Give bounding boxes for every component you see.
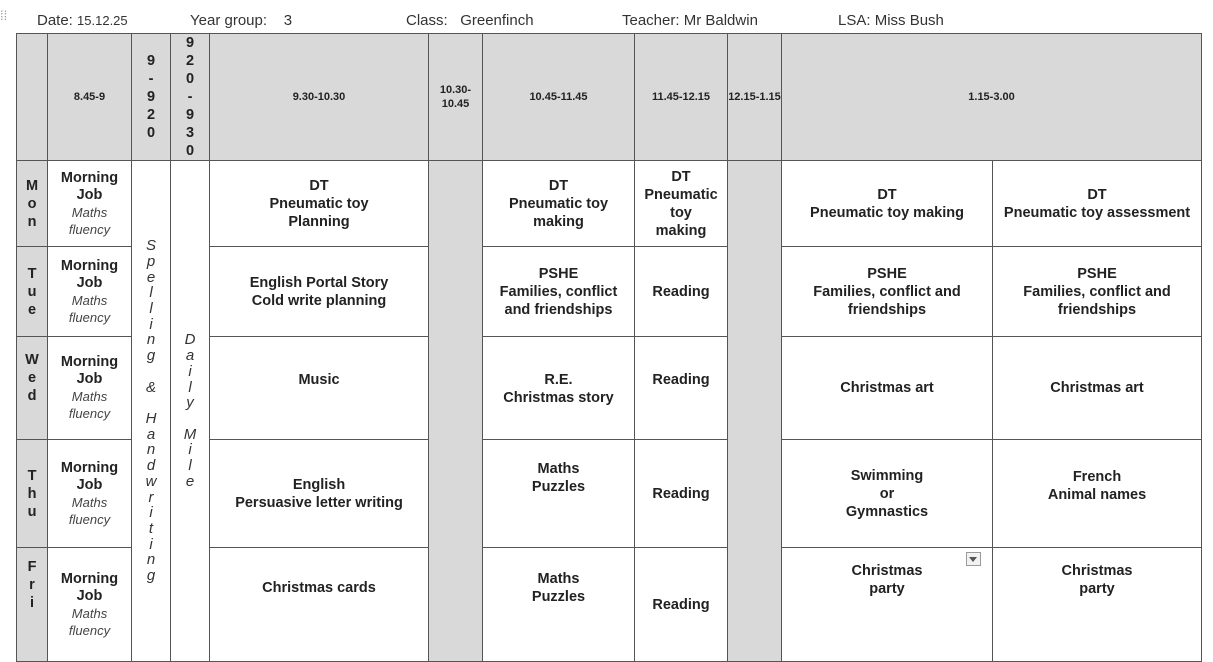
lesson-fri-s4[interactable]: [782, 548, 993, 662]
stacked-char: i: [188, 362, 192, 380]
mj-fluency2: fluency: [68, 221, 111, 237]
date-value[interactable]: 15.12.25: [77, 13, 128, 28]
cell-line: R.E.: [544, 372, 573, 388]
time-1145-1215[interactable]: 11.45-12.15: [635, 34, 728, 161]
stacked-char: 3: [185, 125, 195, 141]
stacked-char: u: [27, 503, 37, 520]
morning-job-monday[interactable]: [48, 161, 132, 247]
stacked-char: 2: [146, 107, 156, 123]
stacked-char: 2: [185, 53, 195, 69]
cell-line: DT: [309, 177, 329, 194]
cell-line: PSHE: [1077, 265, 1117, 282]
cell-line: Pneumatic toy making: [810, 204, 964, 221]
lesson-thu-s5[interactable]: [993, 440, 1202, 548]
lesson-mon-s4[interactable]: [782, 161, 993, 247]
cell-line: Puzzles: [531, 479, 586, 495]
stacked-char: w: [145, 472, 157, 490]
cell-line: Swimming: [850, 467, 924, 484]
mj-fluency2: fluency: [68, 309, 111, 325]
stacked-char: T: [27, 265, 37, 282]
date-label: Date:: [37, 12, 73, 29]
stacked-char: i: [149, 504, 153, 522]
lunch-column[interactable]: [728, 161, 782, 662]
stacked-char: -: [148, 71, 154, 87]
cell-line: Persuasive letter writing: [235, 494, 403, 511]
lesson-thu-s2[interactable]: [483, 440, 635, 548]
lesson-tue-s1[interactable]: [210, 247, 429, 337]
cell-line: making: [533, 213, 584, 230]
cell-line: Pneumatic: [644, 186, 718, 203]
stacked-char: 9: [185, 35, 195, 51]
day-friday-text: [17, 558, 47, 612]
spelling-handwriting-column[interactable]: [132, 161, 171, 662]
cell-line: Pneumatic toy assessment: [1003, 204, 1191, 221]
cell-line: friendships: [1057, 301, 1137, 318]
stacked-char: M: [25, 177, 39, 194]
time-920-930[interactable]: [171, 34, 210, 161]
stacked-char: y: [186, 394, 194, 412]
drag-handle-icon[interactable]: ⁞⁞: [0, 8, 8, 23]
cell-line: DT: [548, 177, 569, 194]
stacked-char: i: [29, 595, 35, 611]
mj-fluency2: fluency: [68, 622, 111, 638]
stacked-char: 9: [146, 89, 156, 105]
dropdown-arrow-icon[interactable]: [966, 552, 981, 566]
cell-line: Planning: [288, 213, 350, 230]
morning-job-thursday[interactable]: [48, 440, 132, 548]
stacked-char: l: [188, 378, 192, 396]
cell-line: Christmas: [1061, 563, 1133, 579]
cell-line: Pneumatic toy: [508, 195, 609, 212]
cell-line: PSHE: [538, 265, 579, 282]
cell-line: Cold write planning: [251, 292, 387, 309]
day-thursday[interactable]: [17, 440, 48, 548]
class-value[interactable]: Greenfinch: [460, 12, 534, 29]
cell-line: DT: [671, 168, 691, 185]
morning-job-tuesday[interactable]: [48, 247, 132, 337]
stacked-char: t: [148, 519, 154, 537]
mj-fluency1: Maths: [71, 204, 108, 220]
cell-line: Reading: [652, 596, 710, 613]
time-1215-115[interactable]: 12.15-1.15: [728, 34, 782, 161]
cell-line: Gymnastics: [845, 503, 929, 520]
cell-line: Reading: [652, 485, 710, 502]
cell-line: Animal names: [1047, 487, 1147, 503]
stacked-char: W: [25, 352, 39, 368]
morning-job-friday[interactable]: [48, 548, 132, 662]
stacked-char: g: [146, 567, 156, 585]
cell-line: Christmas story: [503, 390, 614, 406]
cell-line: Maths: [537, 461, 580, 477]
stacked-char: [132, 364, 170, 380]
lsa-value[interactable]: Miss Bush: [874, 12, 944, 29]
cell-line: or: [879, 485, 895, 502]
row-monday: [17, 161, 1202, 247]
year-group-value[interactable]: 3: [283, 12, 293, 29]
lesson-tue-s2[interactable]: [483, 247, 635, 337]
lesson-fri-s2[interactable]: [483, 548, 635, 662]
teacher-value[interactable]: Mr Baldwin: [683, 12, 758, 29]
lesson-tue-s4[interactable]: [782, 247, 993, 337]
stacked-char: 0: [185, 71, 195, 87]
mj-line2: Job: [76, 587, 103, 604]
stacked-char: n: [146, 551, 156, 569]
cell-line: French: [1072, 469, 1122, 485]
stacked-char: D: [184, 331, 196, 349]
break-column[interactable]: [429, 161, 483, 662]
stacked-char: n: [27, 213, 37, 230]
lesson-wed-s4[interactable]: [782, 337, 993, 440]
day-tuesday-text: [17, 265, 47, 319]
stacked-char: p: [146, 252, 156, 270]
timetable: [16, 33, 1202, 662]
cell-line: DT: [877, 186, 897, 203]
stacked-char: r: [148, 488, 154, 506]
mj-line1: Morning: [60, 570, 119, 587]
lesson-thu-s4[interactable]: [782, 440, 993, 548]
mj-line1: Morning: [60, 169, 119, 186]
mj-line2: Job: [76, 274, 103, 291]
cell-line: Reading: [652, 372, 710, 388]
stacked-char: g: [146, 347, 156, 365]
stacked-char: d: [146, 457, 156, 475]
day-thursday-text: [17, 467, 47, 521]
cell-line: DT: [1087, 186, 1107, 203]
stacked-char: H: [145, 410, 157, 427]
stacked-char: 9: [185, 107, 195, 123]
mj-fluency1: Maths: [71, 494, 108, 510]
cell-line: Reading: [652, 283, 710, 300]
cell-line: party: [869, 581, 905, 597]
stacked-char: i: [188, 441, 192, 459]
lesson-tue-s3[interactable]: [635, 247, 728, 337]
lesson-wed-s1[interactable]: [210, 337, 429, 440]
stacked-char: a: [185, 347, 195, 365]
class-field: [406, 12, 534, 29]
mj-line1: Morning: [60, 257, 119, 274]
lesson-fri-s1[interactable]: [210, 548, 429, 662]
cell-line: English: [292, 476, 346, 493]
stacked-char: e: [27, 370, 37, 386]
stacked-char: l: [149, 284, 153, 302]
teacher-label: Teacher:: [622, 12, 680, 29]
cell-line: Families, conflict and: [1023, 283, 1171, 300]
lesson-wed-s3[interactable]: [635, 337, 728, 440]
day-wednesday-text: [17, 351, 47, 405]
stacked-char: d: [27, 388, 37, 404]
day-monday[interactable]: [17, 161, 48, 247]
stacked-char: 0: [185, 143, 195, 159]
lsa-label: LSA:: [838, 12, 871, 29]
time-920-930-text: [171, 34, 209, 160]
lesson-mon-s5[interactable]: [993, 161, 1202, 247]
cell-line: Christmas art: [840, 380, 934, 396]
lesson-tue-s5[interactable]: [993, 247, 1202, 337]
stacked-char: l: [188, 457, 192, 475]
daily-mile-column[interactable]: [171, 161, 210, 662]
mj-fluency1: Maths: [71, 605, 108, 621]
stacked-char: h: [27, 485, 37, 502]
class-label: Class:: [406, 12, 448, 29]
lesson-fri-s5[interactable]: [993, 548, 1202, 662]
cell-line: and friendships: [504, 301, 613, 318]
stacked-char: i: [149, 315, 153, 333]
cell-line: making: [655, 222, 707, 239]
time-1030-1045[interactable]: 10.30-10.45: [429, 34, 483, 161]
stacked-char: &: [145, 378, 156, 396]
stacked-char: e: [146, 268, 156, 286]
lesson-mon-s1[interactable]: [210, 161, 429, 247]
daily-mile-text: [171, 332, 209, 489]
stacked-char: 0: [146, 125, 156, 141]
spelling-handwriting-text: [132, 238, 170, 583]
stacked-char: T: [27, 467, 37, 484]
time-header-row: [17, 34, 1202, 161]
cell-line: Families, conflict and: [813, 283, 961, 300]
lesson-mon-s3[interactable]: [635, 161, 728, 247]
mj-line2: Job: [76, 476, 103, 493]
mj-fluency1: Maths: [71, 292, 108, 308]
cell-line: Puzzles: [531, 589, 586, 605]
day-friday[interactable]: [17, 548, 48, 662]
date-field: [37, 12, 128, 29]
cell-line: Christmas art: [1050, 380, 1144, 396]
cell-line: Pneumatic toy: [269, 195, 369, 212]
corner-cell[interactable]: [17, 34, 48, 161]
stacked-char: e: [27, 301, 37, 318]
stacked-char: a: [146, 425, 156, 443]
mj-line2: Job: [76, 186, 103, 203]
cell-line: Families, conflict: [499, 283, 618, 300]
stacked-char: 9: [146, 53, 156, 69]
time-930-1030[interactable]: 9.30-10.30: [210, 34, 429, 161]
mj-line1: Morning: [60, 354, 119, 370]
cell-line: PSHE: [867, 265, 907, 282]
mj-fluency1: Maths: [71, 389, 108, 404]
cell-line: Christmas cards: [262, 580, 376, 596]
stacked-char: r: [29, 577, 35, 593]
stacked-char: F: [27, 559, 37, 575]
cell-line: Maths: [537, 571, 580, 587]
cell-line: friendships: [847, 301, 927, 318]
cell-line: party: [1079, 581, 1115, 597]
time-115-300[interactable]: 1.15-3.00: [782, 34, 1202, 161]
cell-line: Christmas: [851, 563, 923, 579]
stacked-char: M: [183, 425, 197, 443]
mj-fluency2: fluency: [68, 511, 111, 527]
time-8-45[interactable]: 8.45-9: [48, 34, 132, 161]
stacked-char: o: [27, 195, 37, 212]
stacked-char: u: [27, 283, 37, 300]
stacked-char: [132, 395, 170, 411]
stacked-char: e: [185, 472, 195, 490]
mj-line1: Morning: [60, 459, 119, 476]
stacked-char: l: [149, 300, 153, 318]
stacked-char: n: [146, 441, 156, 459]
morning-job-wednesday[interactable]: [48, 337, 132, 440]
lsa-field: [838, 12, 944, 29]
lesson-wed-s5[interactable]: [993, 337, 1202, 440]
stacked-char: -: [187, 89, 193, 105]
lesson-wed-s2[interactable]: [483, 337, 635, 440]
cell-line: toy: [670, 204, 692, 221]
day-monday-text: [17, 177, 47, 231]
stacked-char: n: [146, 331, 156, 349]
lesson-fri-s3[interactable]: [635, 548, 728, 662]
mj-line2: Job: [76, 371, 103, 387]
lesson-mon-s2[interactable]: [483, 161, 635, 247]
mj-fluency2: fluency: [68, 406, 111, 421]
time-1045-1145[interactable]: 10.45-11.45: [483, 34, 635, 161]
stacked-char: S: [145, 237, 156, 255]
day-tuesday[interactable]: [17, 247, 48, 337]
teacher-field: [622, 12, 758, 29]
lesson-thu-s1[interactable]: [210, 440, 429, 548]
year-group-field: [190, 12, 292, 29]
lesson-fri-s4-text: [782, 562, 992, 598]
time-9-920-text: [132, 52, 170, 142]
stacked-char: [171, 411, 209, 427]
cell-line: Music: [298, 372, 340, 388]
cell-line: English Portal Story: [249, 274, 389, 291]
year-group-label: Year group:: [190, 12, 268, 29]
lesson-thu-s3[interactable]: [635, 440, 728, 548]
stacked-char: i: [149, 535, 153, 553]
day-wednesday[interactable]: [17, 337, 48, 440]
time-9-920[interactable]: [132, 34, 171, 161]
